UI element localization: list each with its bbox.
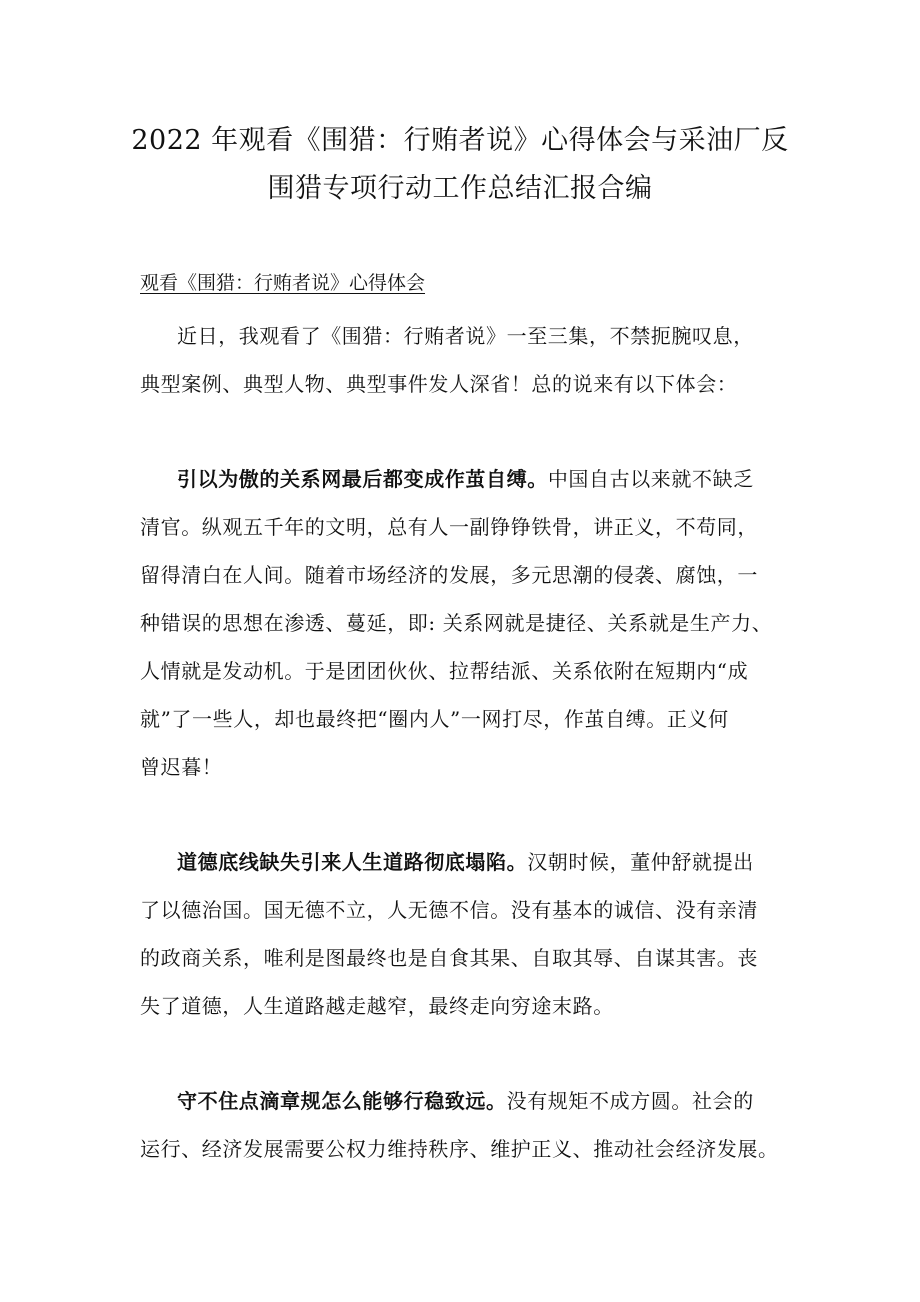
document-title-line-1: 2022 年观看《围猎：行贿者说》心得体会与采油厂反 bbox=[131, 125, 789, 156]
section2-line-1 bbox=[177, 846, 800, 875]
section1-line-3: 留得清白在人间。随着市场经济的发展，多元思潮的侵袭、腐蚀，一 bbox=[140, 563, 758, 587]
section1-line-1-rest: 中国自古以来就不缺乏 bbox=[547, 467, 754, 491]
section2-line-4: 失了道德，人生道路越走越窄，最终走向穷途末路。 bbox=[140, 994, 614, 1018]
document-title-line-2: 围猎专项行动工作总结汇报合编 bbox=[267, 173, 653, 204]
section-subheading: 观看《围猎：行贿者说》心得体会 bbox=[140, 272, 426, 294]
section1-line-6: 就”了一些人，却也最终把“圈内人”一网打尽，作茧自缚。正义何 bbox=[140, 707, 729, 731]
intro-line-1: 近日，我观看了《围猎：行贿者说》一至三集，不禁扼腕叹息， bbox=[177, 324, 754, 348]
section2-lead: 道德底线缺失引来人生道路彻底塌陷。 bbox=[177, 850, 528, 874]
section1-lead: 引以为傲的关系网最后都变成作茧自缚。 bbox=[177, 467, 548, 491]
section2-line-3: 的政商关系，唯利是图最终也是自食其果、自取其辱、自谋其害。丧 bbox=[140, 946, 758, 970]
section3-line-1-rest: 没有规矩不成方圆。社会的 bbox=[506, 1089, 754, 1113]
section3-line-1 bbox=[177, 1085, 800, 1114]
section1-line-5: 人情就是发动机。于是团团伙伙、拉帮结派、关系依附在短期内“成 bbox=[140, 659, 749, 683]
section1-line-2: 清官。纵观五千年的文明，总有人一副铮铮铁骨，讲正义，不苟同， bbox=[140, 515, 758, 539]
section3-line-2: 运行、经济发展需要公权力维持秩序、维护正义、推动社会经济发展。 bbox=[140, 1137, 779, 1161]
section2-line-1-rest: 汉朝时候，董仲舒就提出 bbox=[527, 850, 754, 874]
intro-line-2: 典型案例、典型人物、典型事件发人深省！总的说来有以下体会： bbox=[140, 372, 738, 396]
section1-line-7: 曾迟暮！ bbox=[140, 755, 223, 779]
section1-line-4: 种错误的思想在渗透、蔓延，即: 关系网就是捷径、关系就是生产力、 bbox=[140, 611, 773, 635]
section2-line-2: 了以德治国。国无德不立，人无德不信。没有基本的诚信、没有亲清 bbox=[140, 898, 758, 922]
section1-line-1 bbox=[177, 463, 800, 492]
section3-lead: 守不住点滴章规怎么能够行稳致远。 bbox=[177, 1089, 507, 1113]
